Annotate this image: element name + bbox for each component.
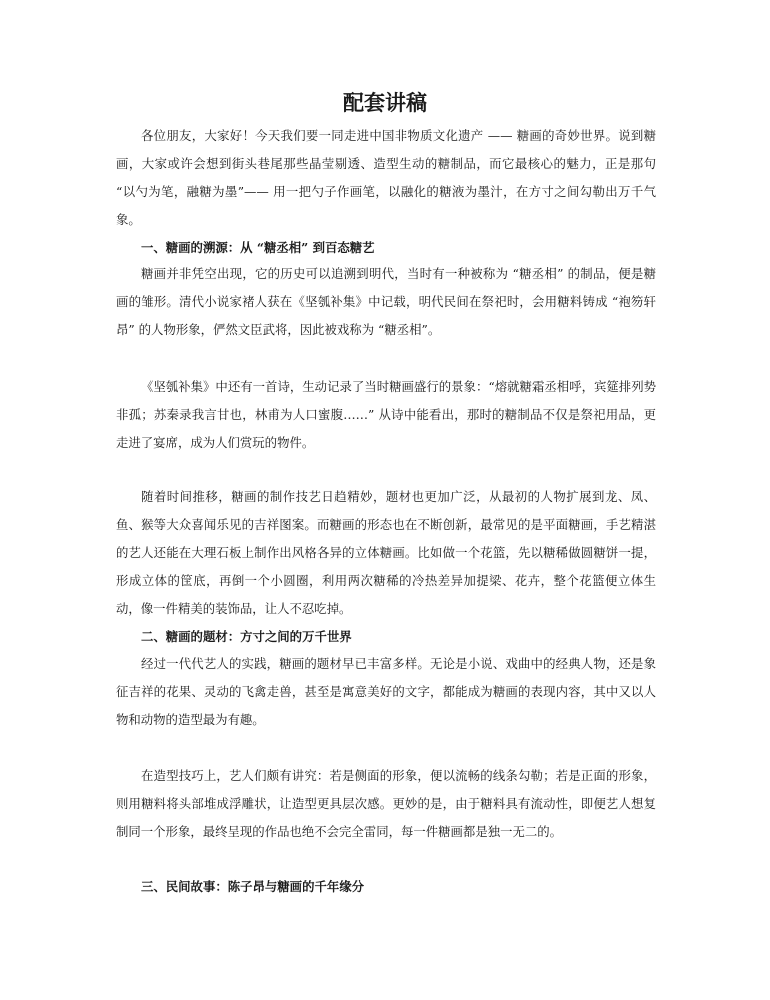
section-2-heading: 二、糖画的题材：方寸之间的万千世界	[141, 629, 352, 644]
section-2-paragraph-2: 在造型技巧上，艺人们颇有讲究：若是侧面的形象，便以流畅的线条勾勒；若是正面的形象，则用糖料将头部堆成浮雕状，让造型更具层次感。更妙的是，由于糖料具有流动性，即便艺人想复制同一个形象，最终呈现的作品也绝不会完全雷同，每一件糖画都是独一无二的。	[116, 768, 656, 839]
section-2-paragraph-1: 经过一代代艺人的实践，糖画的题材早已丰富多样。无论是小说、戏曲中的经典人物，还是象征吉祥的花果、灵动的飞禽走兽，甚至是寓意美好的文字，都能成为糖画的表现内容，其中又以人物和动物的造型最为有趣。	[116, 656, 656, 727]
section-3-heading: 三、民间故事：陈子昂与糖画的千年缘分	[141, 879, 365, 894]
section-1-heading: 一、糖画的溯源：从 “糖丞相” 到百态糖艺	[141, 240, 375, 255]
intro-paragraph: 各位朋友，大家好！今天我们要一同走进中国非物质文化遗产 —— 糖画的奇妙世界。说到糖画，大家或许会想到街头巷尾那些晶莹剔透、造型生动的糖制品，而它最核心的魅力，正是那句 “以勺为笔，融糖为墨”—— 用一把勺子作画笔，以融化的糖液为墨汁，在方寸之间勾勒出万千气象。	[116, 128, 656, 227]
section-1-paragraph-3: 随着时间推移，糖画的制作技艺日趋精妙，题材也更加广泛，从最初的人物扩展到龙、凤、鱼、猴等大众喜闻乐见的吉祥图案。而糖画的形态也在不断创新，最常见的是平面糖画，手艺精湛的艺人还能在大理石板上制作出风格各异的立体糖画。比如做一个花篮，先以糖稀做圆糖饼一提，形成立体的筐底，再倒一个小圆圈，利用两次糖稀的冷热差异加提梁、花卉，整个花篮便立体生动，像一件精美的装饰品，让人不忍吃掉。	[116, 489, 656, 616]
page-title: 配套讲稿	[343, 90, 427, 115]
section-1-paragraph-1: 糖画并非凭空出现，它的历史可以追溯到明代，当时有一种被称为 “糖丞相” 的制品，便是糖画的雏形。清代小说家褚人获在《坚瓠补集》中记载，明代民间在祭祀时，会用糖料铸成 “袍笏轩昂” 的人物形象，俨然文臣武将，因此被戏称为 “糖丞相”。	[116, 266, 656, 337]
section-1-paragraph-2: 《坚瓠补集》中还有一首诗，生动记录了当时糖画盛行的景象：“熔就糖霜丞相呼，宾筵排列势非孤；苏秦录我言甘也，林甫为人口蜜腹……” 从诗中能看出，那时的糖制品不仅是祭祀用品，更走进了宴席，成为人们赏玩的物件。	[116, 379, 656, 450]
